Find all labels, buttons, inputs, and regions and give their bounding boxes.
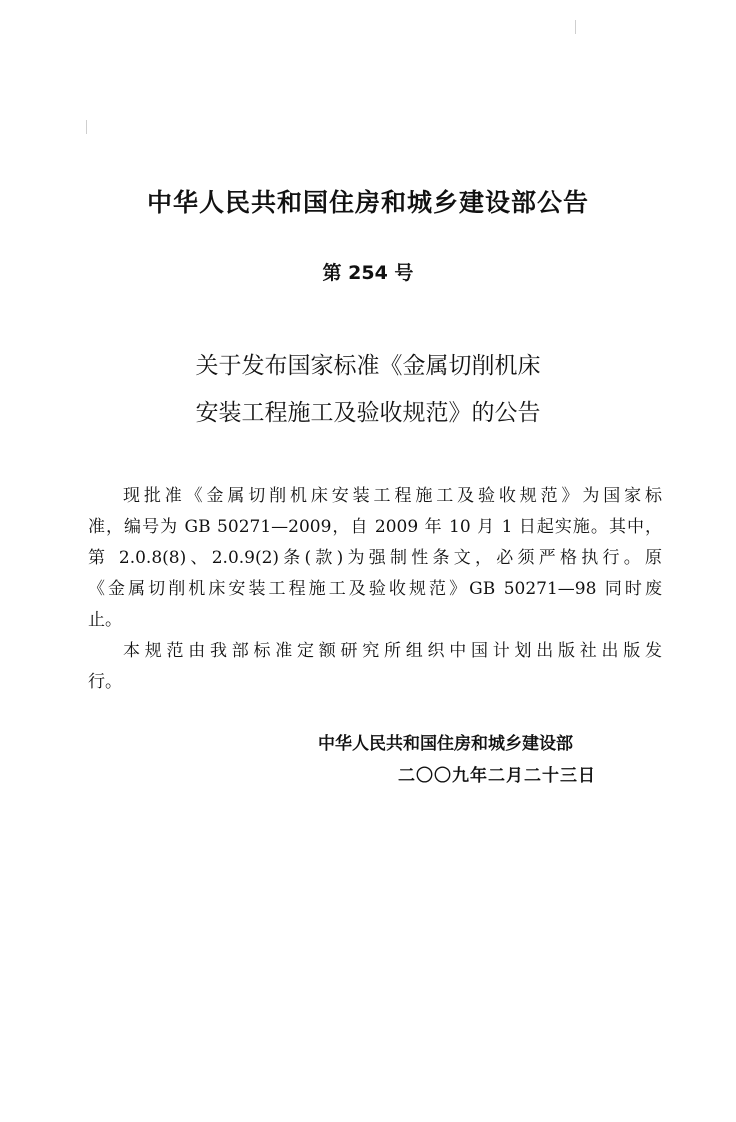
paragraph-1-line: 准，编号为 GB 50271—2009，自 2009 年 10 月 1 日起实施。其中，: [88, 517, 662, 537]
subject-line: 关于发布国家标准《金属切削机床: [195, 353, 541, 379]
signature-block: [318, 728, 628, 792]
subject-line: 安装工程施工及验收规范》的公告: [195, 400, 541, 426]
paragraph-1-line: 现批准《金属切削机床安装工程施工及验收规范》为国家标: [123, 486, 662, 506]
paragraph-1-line: 第 2.0.8(8)、2.0.9(2)条(款)为强制性条文，必须严格执行。原: [88, 548, 662, 568]
announcement-subject: [0, 343, 736, 437]
issuing-department: 中华人民共和国住房和城乡建设部: [318, 734, 573, 754]
paragraph-1-line: 止。: [88, 610, 122, 630]
paragraph-2-line: 本规范由我部标准定额研究所组织中国计划出版社出版发: [123, 641, 662, 661]
paragraph-1-line: 《金属切削机床安装工程施工及验收规范》GB 50271—98 同时废: [88, 579, 662, 599]
issue-date: 二〇〇九年二月二十三日: [398, 766, 596, 786]
announcement-title: 中华人民共和国住房和城乡建设部公告: [146, 188, 589, 217]
paragraph-2-line: 行。: [88, 672, 122, 692]
announcement-number: 第 254 号: [322, 262, 414, 284]
scan-mark: [86, 120, 87, 134]
announcement-body: [88, 481, 662, 698]
scan-mark: [575, 20, 576, 34]
